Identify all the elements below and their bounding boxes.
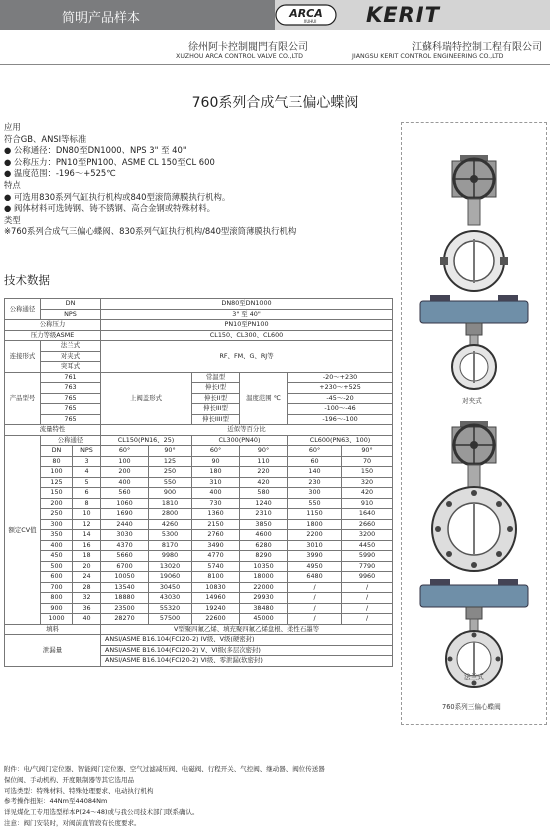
table-cell: 300 <box>41 519 73 530</box>
table-cell: 8290 <box>240 551 288 562</box>
table-cell: 10050 <box>101 572 149 583</box>
connect-label: 连接形式 <box>5 341 41 373</box>
table-cell: / <box>288 603 342 614</box>
table-cell: 3010 <box>288 540 342 551</box>
valve-gear-flange-image <box>416 419 532 575</box>
left-company-cn: 徐州阿卡控制閥門有限公司 <box>188 42 308 53</box>
left-company-en: XUZHOU ARCA CONTROL VALVE CO.,LTD <box>176 53 304 60</box>
bonnet-type: 伸长IIII型 <box>192 414 240 425</box>
table-cell: 2660 <box>342 519 393 530</box>
table-cell: 2200 <box>288 530 342 541</box>
footer-line: 注意：阀门安装时，对阀前直管段有长度要求。 <box>4 818 141 827</box>
table-cell: 28270 <box>101 614 149 625</box>
table-cell: 16 <box>73 540 101 551</box>
table-row <box>5 425 393 436</box>
table-row <box>5 540 393 551</box>
table-row <box>5 372 393 383</box>
header-title: 简明产品样本 <box>62 11 141 26</box>
dn-label: DN <box>41 299 101 310</box>
deg90-header: 90° <box>149 446 192 457</box>
table-cell: 18880 <box>101 593 149 604</box>
table-cell: 550 <box>288 498 342 509</box>
table-row <box>5 467 393 478</box>
table-cell: 1800 <box>288 519 342 530</box>
table-cell: 1810 <box>149 498 192 509</box>
table-cell: 19240 <box>192 603 240 614</box>
table-cell: 4370 <box>101 540 149 551</box>
table-cell: 1060 <box>101 498 149 509</box>
model-label: 产品型号 <box>5 372 41 425</box>
table-cell: 80 <box>41 456 73 467</box>
table-cell: 400 <box>41 540 73 551</box>
table-cell: 10830 <box>192 582 240 593</box>
table-cell: 18 <box>73 551 101 562</box>
asme-label: 压力等级ASME <box>5 330 101 341</box>
table-cell: 3 <box>73 456 101 467</box>
pressure-value: PN10至PN100 <box>101 320 393 331</box>
temp-label: 温度范围 ℃ <box>240 372 288 425</box>
table-cell: 3990 <box>288 551 342 562</box>
table-row <box>5 572 393 583</box>
table-cell: 600 <box>41 572 73 583</box>
table-cell: 8100 <box>192 572 240 583</box>
table-cell: 8170 <box>149 540 192 551</box>
table-cell: / <box>288 614 342 625</box>
table-cell: 57500 <box>149 614 192 625</box>
table-row <box>5 488 393 499</box>
cv-nominal-header: 公称通径 <box>41 435 101 446</box>
table-cell: 300 <box>288 488 342 499</box>
table-cell: / <box>342 582 393 593</box>
table-cell: 13540 <box>101 582 149 593</box>
table-row <box>5 561 393 572</box>
table-cell: 5300 <box>149 530 192 541</box>
desc-line: 特点 <box>4 179 21 190</box>
table-cell: 800 <box>41 593 73 604</box>
table-cell: 3490 <box>192 540 240 551</box>
leak-value: ANSI/ASME B16.104(FCI20-2) V、VI级(多层次密封) <box>101 645 393 656</box>
table-cell: 560 <box>101 488 149 499</box>
table-row <box>5 603 393 614</box>
desc-line: 类型 <box>4 214 21 225</box>
table-cell: 6700 <box>101 561 149 572</box>
description <box>4 122 394 238</box>
table-row <box>5 509 393 520</box>
footer-line: 附件：电/气阀门定位器、智能阀门定位器、空气过滤减压阀、电磁阀、行程开关、气控阀、继动器、阀位传送器 <box>4 765 325 773</box>
desc-line: ● 公称压力：PN10至PN100、ASME CL 150至CL 600 <box>4 156 215 167</box>
desc-line: ● 阀体材料可选铸钢、铸不锈钢、高合金钢或特殊材料。 <box>4 203 215 214</box>
model-value: 761 <box>41 372 101 383</box>
arca-logo-text: ARCA <box>289 7 323 20</box>
bonnet-type: 伸长I型 <box>192 383 240 394</box>
table-row <box>5 624 393 635</box>
table-cell: 10 <box>73 509 101 520</box>
bonnet-type: 伸长II型 <box>192 393 240 404</box>
table-cell: 7790 <box>342 561 393 572</box>
table-cell: 320 <box>342 477 393 488</box>
table-cell: 13020 <box>149 561 192 572</box>
table-row <box>5 330 393 341</box>
table-row <box>5 519 393 530</box>
nps-value: 3" 至 40" <box>101 309 393 320</box>
caption-product: 760系列三偏心蝶阀 <box>442 703 501 711</box>
connect-value: RF、FM、G、RJ等 <box>101 341 393 373</box>
table-cell: 550 <box>149 477 192 488</box>
desc-line: ● 温度范围：-196～+525℃ <box>4 168 116 179</box>
table-row <box>5 414 393 425</box>
table-cell: 230 <box>288 477 342 488</box>
bonnet-type: 伸长III型 <box>192 404 240 415</box>
table-cell: 150 <box>41 488 73 499</box>
table-cell: 2440 <box>101 519 149 530</box>
arca-logo-subtext: XUHUI <box>303 19 317 24</box>
table-cell: 60 <box>288 456 342 467</box>
table-row <box>5 309 393 320</box>
table-row <box>5 404 393 415</box>
table-cell: 10350 <box>240 561 288 572</box>
right-company-en: JIANGSU KERIT CONTROL ENGINEERING CO.,LTD <box>352 53 504 60</box>
table-cell: 2760 <box>192 530 240 541</box>
connect-type: 法兰式 <box>41 341 101 352</box>
table-cell: 32 <box>73 593 101 604</box>
footer-notes <box>4 764 399 829</box>
leak-value: ANSI/ASME B16.104(FCI20-2) VI级、零泄漏(软密封) <box>101 656 393 667</box>
table-cell: 5660 <box>101 551 149 562</box>
table-cell: 200 <box>41 498 73 509</box>
model-value: 765 <box>41 393 101 404</box>
table-cell: / <box>288 582 342 593</box>
table-row <box>5 393 393 404</box>
desc-line: ● 可选用830系列气缸执行机构或840型滚筒薄膜执行机构。 <box>4 191 231 202</box>
table-cell: 140 <box>288 467 342 478</box>
table-cell: 6480 <box>288 572 342 583</box>
table-cell: 24 <box>73 572 101 583</box>
table-cell: 43030 <box>149 593 192 604</box>
pressure-label: 公称压力 <box>5 320 101 331</box>
table-cell: 6280 <box>240 540 288 551</box>
temp-value: +230～+525 <box>288 383 393 394</box>
header-divider <box>0 64 550 65</box>
table-cell: 350 <box>41 530 73 541</box>
table-cell: 420 <box>342 488 393 499</box>
table-cell: 125 <box>149 456 192 467</box>
table-cell: / <box>288 593 342 604</box>
valve-gear-wafer-image <box>422 153 526 293</box>
deg90-header: 90° <box>342 446 393 457</box>
table-cell: 19060 <box>149 572 192 583</box>
table-cell: 36 <box>73 603 101 614</box>
packing-value: V型聚四氟乙烯、填充聚四氟乙烯盘根、柔性石墨等 <box>101 624 393 635</box>
table-cell: 6 <box>73 488 101 499</box>
table-cell: 4950 <box>288 561 342 572</box>
table-cell: 1360 <box>192 509 240 520</box>
table-cell: 20 <box>73 561 101 572</box>
table-cell: 14960 <box>192 593 240 604</box>
deg60-header: 60° <box>192 446 240 457</box>
footer-line: 保位阀、手动机构、开度限制器等其它选用品 <box>4 775 134 784</box>
table-cell: 45000 <box>240 614 288 625</box>
table-cell: 3030 <box>101 530 149 541</box>
flow-value: 近似等百分比 <box>101 425 393 436</box>
header-left <box>0 0 275 30</box>
table-cell: 580 <box>240 488 288 499</box>
table-cell: 22600 <box>192 614 240 625</box>
connect-type: 对夹式 <box>41 351 101 362</box>
table-row <box>5 582 393 593</box>
table-cell: 4 <box>73 467 101 478</box>
table-cell: 1690 <box>101 509 149 520</box>
kerit-logo: KERIT <box>366 3 440 27</box>
table-cell: 900 <box>149 488 192 499</box>
footer-line: 可选类型：特殊材料、特殊处理要求、电动执行机构 <box>4 786 154 795</box>
nominal-label: 公称通径 <box>5 299 41 320</box>
table-cell: / <box>342 603 393 614</box>
desc-line: 符合GB、ANSI等标准 <box>4 133 87 144</box>
table-row <box>5 477 393 488</box>
table-row <box>5 446 393 457</box>
table-cell: 125 <box>41 477 73 488</box>
leak-label: 泄漏量 <box>5 635 101 667</box>
model-value: 765 <box>41 414 101 425</box>
table-cell: 2310 <box>240 509 288 520</box>
table-cell: 110 <box>240 456 288 467</box>
table-row <box>5 435 393 446</box>
table-cell: 730 <box>192 498 240 509</box>
table-cell: 910 <box>342 498 393 509</box>
table-cell: 38480 <box>240 603 288 614</box>
temp-value: -20～+230 <box>288 372 393 383</box>
table-cell: 5740 <box>192 561 240 572</box>
spec-table <box>4 298 393 667</box>
desc-line: ※760系列合成气三偏心蝶阀、830系列气缸执行机构/840型滚筒薄膜执行机构 <box>4 226 297 237</box>
table-row <box>5 593 393 604</box>
deg90-header: 90° <box>240 446 288 457</box>
desc-line: 应用 <box>4 122 21 132</box>
table-cell: 8 <box>73 498 101 509</box>
table-row <box>5 530 393 541</box>
table-cell: 2150 <box>192 519 240 530</box>
table-cell: 400 <box>192 488 240 499</box>
table-cell: 14 <box>73 530 101 541</box>
cv-label: 额定CV值 <box>5 435 41 624</box>
model-value: 765 <box>41 404 101 415</box>
right-company-cn: 江蘇科瑞特控制工程有限公司 <box>412 42 542 53</box>
table-cell: 40 <box>73 614 101 625</box>
table-cell: 450 <box>41 551 73 562</box>
table-cell: / <box>342 614 393 625</box>
table-cell: 310 <box>192 477 240 488</box>
dn-col-header: DN <box>41 446 73 457</box>
table-row <box>5 498 393 509</box>
table-cell: 700 <box>41 582 73 593</box>
table-row <box>5 551 393 562</box>
product-illustration-panel <box>401 122 547 725</box>
table-cell: 2800 <box>149 509 192 520</box>
arca-logo <box>274 4 338 26</box>
table-cell: 1150 <box>288 509 342 520</box>
table-cell: 200 <box>101 467 149 478</box>
table-row <box>5 299 393 310</box>
temp-value: -45～-20 <box>288 393 393 404</box>
caption-flange: 法兰式 <box>464 673 484 681</box>
table-cell: / <box>342 593 393 604</box>
connect-type: 突耳式 <box>41 362 101 373</box>
table-cell: 100 <box>101 456 149 467</box>
table-row <box>5 320 393 331</box>
model-value: 763 <box>41 383 101 394</box>
bonnet-label: 上阀盖形式 <box>101 372 192 425</box>
table-cell: 90 <box>192 456 240 467</box>
nps-label: NPS <box>41 309 101 320</box>
table-cell: 1000 <box>41 614 73 625</box>
table-row <box>5 456 393 467</box>
leak-value: ANSI/ASME B16.104(FCI20-2) IV级、V级(硬密封) <box>101 635 393 646</box>
table-cell: 1240 <box>240 498 288 509</box>
caption-wafer: 对夹式 <box>462 397 482 405</box>
table-row <box>5 614 393 625</box>
table-cell: 9960 <box>342 572 393 583</box>
table-cell: 28 <box>73 582 101 593</box>
table-cell: 180 <box>192 467 240 478</box>
tech-title: 技术数据 <box>4 273 50 287</box>
table-cell: 500 <box>41 561 73 572</box>
table-cell: 420 <box>240 477 288 488</box>
valve-pneumatic-wafer-image <box>416 295 532 391</box>
table-cell: 12 <box>73 519 101 530</box>
footer-line: 参考操作扭矩：44Nm至44084Nm <box>4 797 108 806</box>
table-cell: 9980 <box>149 551 192 562</box>
table-cell: 4600 <box>240 530 288 541</box>
table-cell: 150 <box>342 467 393 478</box>
table-cell: 220 <box>240 467 288 478</box>
table-cell: 4770 <box>192 551 240 562</box>
table-row <box>5 383 393 394</box>
table-row <box>5 635 393 646</box>
cl600-header: CL600(PN63、100) <box>288 435 393 446</box>
temp-value: -196～-100 <box>288 414 393 425</box>
table-cell: 1640 <box>342 509 393 520</box>
nps-col-header: NPS <box>73 446 101 457</box>
table-row <box>5 341 393 352</box>
cl300-header: CL300(PN40) <box>192 435 288 446</box>
table-cell: 18000 <box>240 572 288 583</box>
table-cell: 3850 <box>240 519 288 530</box>
bonnet-type: 常温型 <box>192 372 240 383</box>
table-cell: 70 <box>342 456 393 467</box>
table-cell: 22000 <box>240 582 288 593</box>
temp-value: -100～-46 <box>288 404 393 415</box>
deg60-header: 60° <box>288 446 342 457</box>
footer-line: 详见煤化工专用选型样本P(24～48)或与我公司技术部门联系确认。 <box>4 808 199 817</box>
packing-label: 填料 <box>5 624 101 635</box>
table-cell: 5 <box>73 477 101 488</box>
table-cell: 400 <box>101 477 149 488</box>
page-title: 760系列合成气三偏心蝶阀 <box>191 95 359 111</box>
table-cell: 29930 <box>240 593 288 604</box>
dn-value: DN80至DN1000 <box>101 299 393 310</box>
table-cell: 250 <box>41 509 73 520</box>
table-cell: 3200 <box>342 530 393 541</box>
table-cell: 5990 <box>342 551 393 562</box>
flow-label: 流量特性 <box>5 425 101 436</box>
asme-value: CL150、CL300、CL600 <box>101 330 393 341</box>
desc-line: ● 公称通径：DN80至DN1000、NPS 3" 至 40" <box>4 145 187 156</box>
table-cell: 55320 <box>149 603 192 614</box>
table-cell: 4450 <box>342 540 393 551</box>
table-cell: 250 <box>149 467 192 478</box>
table-cell: 4260 <box>149 519 192 530</box>
table-cell: 900 <box>41 603 73 614</box>
cl150-header: CL150(PN16、25) <box>101 435 192 446</box>
table-cell: 30450 <box>149 582 192 593</box>
deg60-header: 60° <box>101 446 149 457</box>
table-cell: 100 <box>41 467 73 478</box>
table-cell: 23500 <box>101 603 149 614</box>
